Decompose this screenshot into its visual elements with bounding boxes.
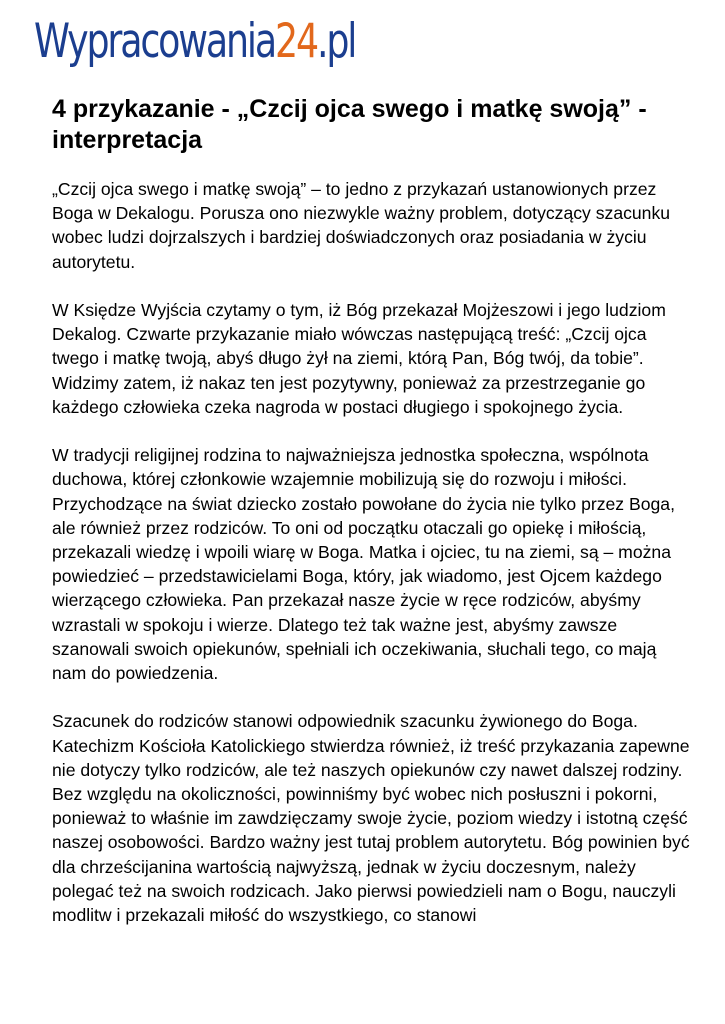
paragraph: W Księdze Wyjścia czytamy o tym, iż Bóg przekazał Mojżeszowi i jego ludziom Dekalog. Czwarte przykazanie miało wówczas następującą treść: „Czcij ojca twego i matkę twoją, abyś długo żył na ziemi, którą Pan, Bóg twój, da tobie”. Widzimy zatem, iż nakaz ten jest pozytywny, ponieważ za przestrzeganie go każdego człowieka czeka nagroda w postaci długiego i spokojnego życia. [52,300,666,417]
paragraph: Szacunek do rodziców stanowi odpowiednik szacunku żywionego do Boga. Katechizm Kościoła Katolickiego stwierdza również, iż treść przykazania zapewne nie dotyczy tylko rodziców, ale też naszych opiekunów czy nawet dalszej rodziny. Bez względu na okoliczności, powinniśmy być wobec nich posłuszni i pokorni, ponieważ to właśnie im zawdzięczamy swoje życie, poziom wiedzy i istotną część naszej osobowości. Bardzo ważny jest tutaj problem autorytetu. Bóg powinien być dla chrześcijanina wartością najwyższą, jednak w życiu doczesnym, należy polegać też na swoich rodzicach. Jako pierwsi powiedzieli nam o Bogu, nauczyli modlitw i przekazali miłość do wszystkiego, co stanowi [52,711,690,926]
paragraph: W tradycji religijnej rodzina to najważniejsza jednostka społeczna, wspólnota duchowa, której członkowie wzajemnie mobilizują się do rozwoju i miłości. Przychodzące na świat dziecko zostało powołane do życia nie tylko przez Boga, ale również przez rodziców. To oni od początku otaczali go opiekę i miłością, przekazali wiedzę i wpoili wiarę w Boga. Matka i ojciec, tu na ziemi, są – można powiedzieć – przedstawicielami Boga, który, jak wiadomo, jest Ojcem każdego wierzącego człowieka. Pan przekazał nasze życie w ręce rodziców, abyśmy wzrastali w spokoju i wierze. Dlatego też tak ważne jest, abyśmy zawsze szanowali swoich opiekunów, spełniali ich oczekiwania, słuchali tego, co mają nam do powiedzenia. [52,445,675,684]
logo-wordmark: Wypracowania [34,14,275,69]
paragraph: „Czcij ojca swego i matkę swoją” – to jedno z przykazań ustanowionych przez Boga w Dekalogu. Porusza ono niezwykle ważny problem, dotyczący szacunku wobec ludzi dojrzalszych i bardziej doświadczonych oraz posiadania w życiu autorytetu. [52,179,671,272]
article-body [52,177,692,951]
page-title: 4 przykazanie - „Czcij ojca swego i matkę swoją” - interpretacja [52,95,647,154]
logo-domain: .pl [316,14,356,69]
logo-number: 24 [274,14,317,69]
site-logo[interactable] [34,14,355,70]
